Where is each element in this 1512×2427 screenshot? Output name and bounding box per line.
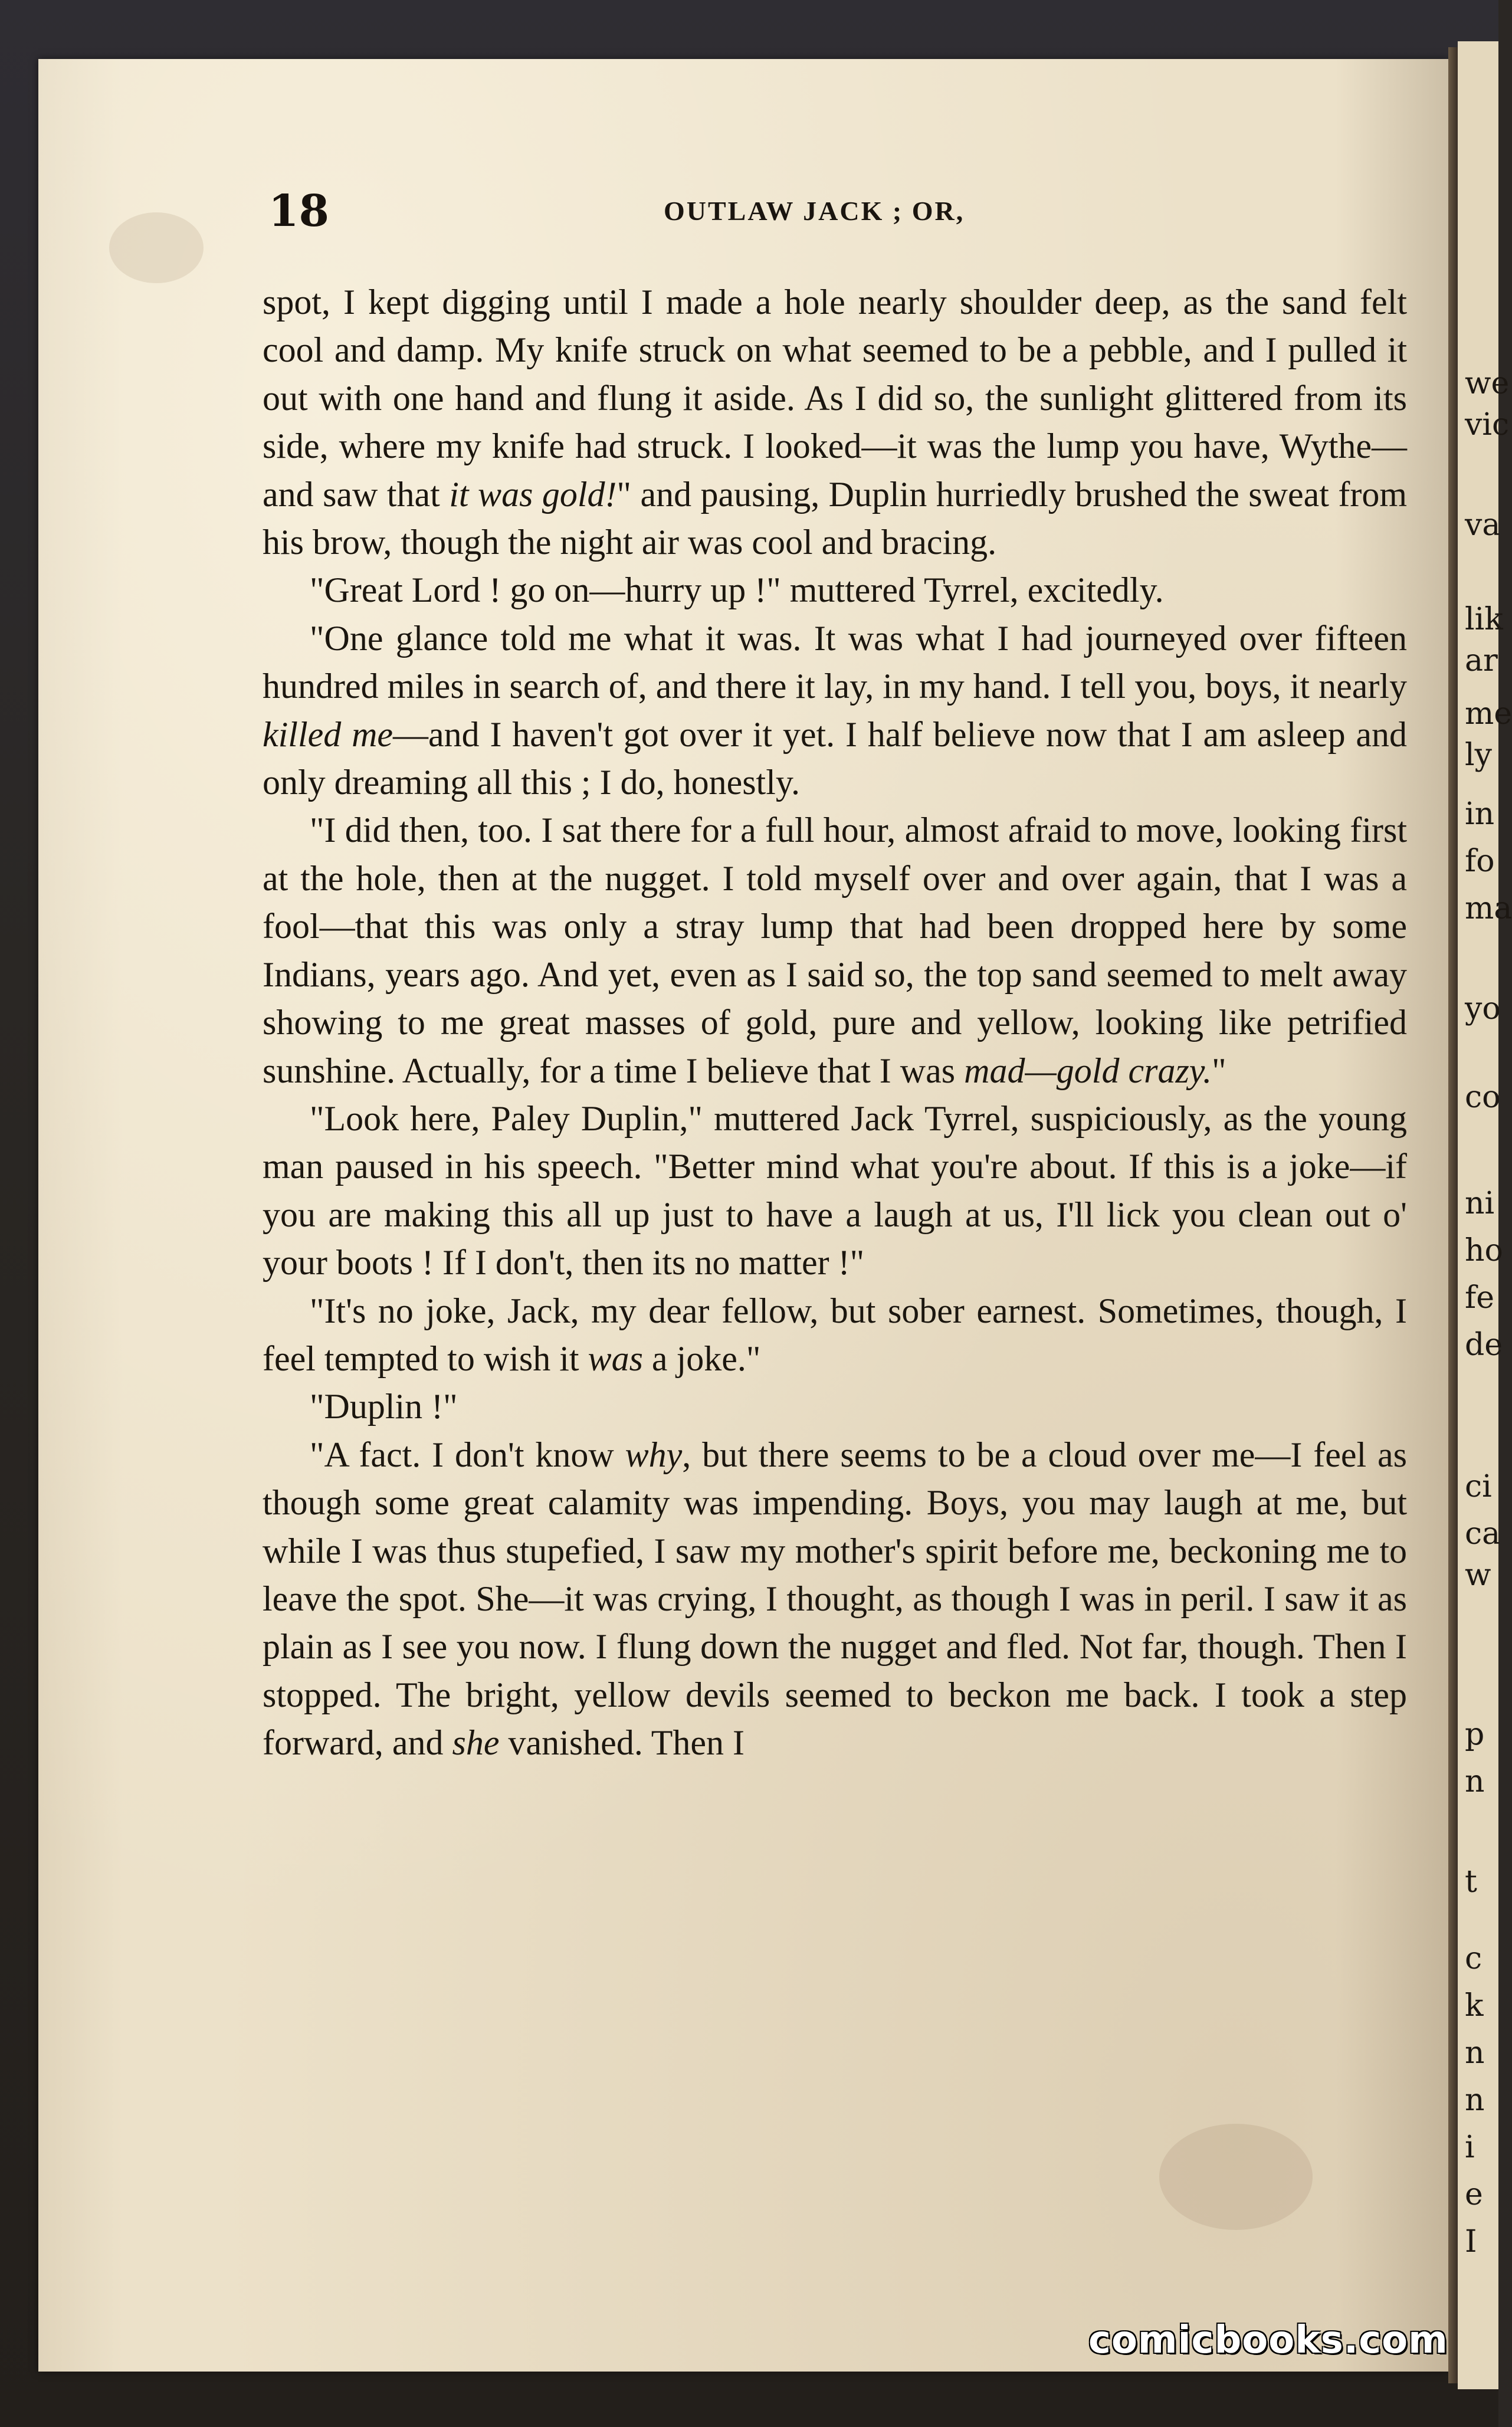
adjacent-page-fragment: p (1465, 1717, 1485, 1752)
running-head: OUTLAW JACK ; OR, (664, 196, 965, 226)
adjacent-page-fragment: de (1465, 1327, 1503, 1363)
adjacent-page-fragment: t (1465, 1864, 1477, 1900)
page-header (268, 186, 1436, 239)
adjacent-page-fragment: ni (1465, 1186, 1495, 1221)
adjacent-page-fragment: in (1465, 796, 1495, 832)
adjacent-page-fragment: fe (1465, 1280, 1495, 1316)
paragraph: "One glance told me what it was. It was what I had journeyed over fifteen hundred miles in search of, and there it lay, in my hand. I tell you, boys, it nearly killed me—and I haven't got over it yet. I half believe now that I am asleep and only dreaming all this ; I do, honestly. (263, 618, 1407, 802)
adjacent-page-fragment: ar (1465, 643, 1498, 678)
adjacent-page-fragment: w (1465, 1557, 1491, 1593)
adjacent-page-fragment: ma (1465, 891, 1512, 926)
book-gutter (1448, 47, 1458, 2383)
adjacent-page-fragment: me (1465, 696, 1512, 732)
adjacent-page-fragment: ho (1465, 1233, 1503, 1268)
adjacent-page-fragment: i (1465, 2130, 1475, 2165)
paper-stain (109, 212, 204, 283)
adjacent-page-fragment: n (1465, 1764, 1485, 1799)
adjacent-page-fragment: I (1465, 2224, 1477, 2259)
adjacent-page-fragment: yo (1465, 991, 1501, 1026)
adjacent-page-fragment: c (1465, 1941, 1483, 1976)
adjacent-page-fragment: ly (1465, 737, 1493, 773)
adjacent-page-fragment: lik (1465, 602, 1503, 637)
paragraph: "A fact. I don't know why, but there seems to be a cloud over me—I feel as though some great calamity was impending. Boys, you may laugh at me, but while I was thus stupefied, I saw my mother's spirit before me, beckoning me to leave the spot. She—it was crying, I thought, as though I was in peril. I saw it as plain as I see you now. I flung down the nugget and fled. Not far, though. Then I stopped. The bright, yellow devils seemed to beckon me back. I took a step forward, and she vanished. Then I (263, 1435, 1407, 1763)
paragraph: "Look here, Paley Duplin," muttered Jack Tyrrel, suspiciously, as the young man paused in his speech. "Better mind what you're about. If this is a joke—if you are making this all up just to have a laugh at us, I'll lick you clean out o' your boots ! If I don't, then its no matter !" (263, 1098, 1407, 1283)
page-number: 18 (268, 186, 329, 237)
paragraph: "It's no joke, Jack, my dear fellow, but sober earnest. Sometimes, though, I feel tempted to wish it was a joke." (263, 1291, 1407, 1378)
paragraph: "Great Lord ! go on—hurry up !" muttered Tyrrel, excitedly. (310, 570, 1164, 610)
adjacent-page-fragment: co (1465, 1080, 1501, 1115)
body-text (263, 278, 1407, 2219)
site-watermark: comicbooks.com (1088, 2318, 1448, 2362)
adjacent-page-fragment: k (1465, 1988, 1484, 2023)
paragraph: spot, I kept digging until I made a hole nearly shoulder deep, as the sand felt cool and damp. My knife struck on what seemed to be a pebble, and I pulled it out with one hand and flung it aside. As I did so, the sunlight glittered from its side, where my knife had struck. I looked—it was the lump you have, Wythe—and saw that it was gold!" and pausing, Duplin hurriedly brushed the sweat from his brow, though the night air was cool and bracing. (263, 283, 1407, 562)
adjacent-page-fragment: ci (1465, 1469, 1492, 1504)
paragraph: "Duplin !" (310, 1387, 458, 1426)
adjacent-page-fragment: va (1465, 507, 1501, 543)
paragraph: "I did then, too. I sat there for a full hour, almost afraid to move, looking first at the hole, then at the nugget. I told myself over and over again, that I was a fool—that this was only a stray lump that had been dropped here by some Indians, years ago. And yet, even as I said so, the top sand seemed to melt away showing to me great masses of gold, pure and yellow, looking like petrified sunshine. Actually, for a time I believe that I was mad—gold crazy." (263, 811, 1407, 1090)
adjacent-page-fragment: fo (1465, 844, 1495, 879)
adjacent-page-fragment: n (1465, 2082, 1485, 2118)
adjacent-page-fragment: ca (1465, 1516, 1501, 1552)
adjacent-page-fragment: e (1465, 2177, 1483, 2212)
adjacent-page-fragment: n (1465, 2035, 1485, 2071)
adjacent-page-fragment: we (1465, 366, 1510, 401)
adjacent-page-edge (1458, 41, 1512, 2389)
adjacent-page-fragment: vic (1465, 407, 1510, 442)
